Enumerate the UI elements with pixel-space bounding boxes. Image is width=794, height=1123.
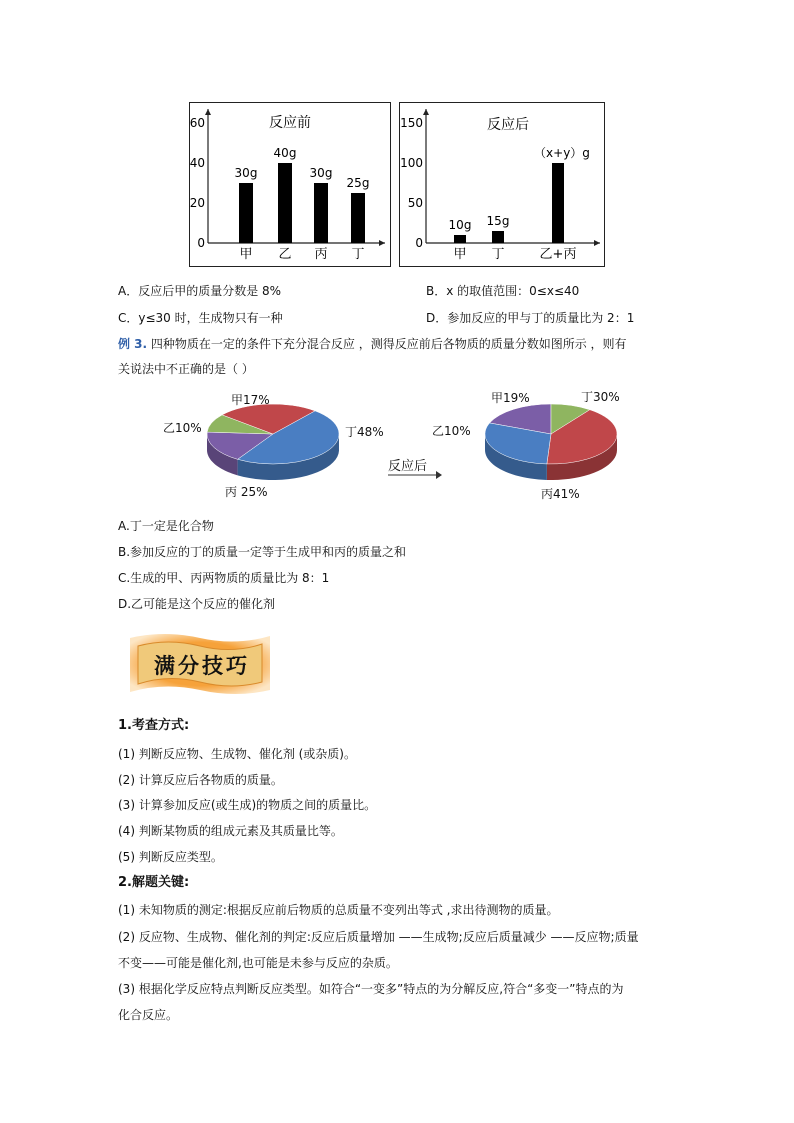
- example3-line1: [118, 336, 627, 352]
- section2-item-2-cont: 不变——可能是催化剂,也可能是未参与反应的杂质。: [118, 956, 398, 970]
- bar: [278, 163, 292, 243]
- example3-line2: 关说法中不正确的是（ ）: [118, 362, 254, 376]
- bar-chart-after: [399, 102, 605, 267]
- data-label: 10g: [448, 218, 472, 232]
- bar-chart-after-svg: [400, 103, 604, 266]
- data-label: （x+y）g: [534, 146, 590, 160]
- example3-text1: 四种物质在一定的条件下充分混合反应 ，测得反应前后各物质的质量分数如图所示 ，则有: [147, 337, 627, 351]
- arrow-right-icon: [386, 470, 442, 480]
- pie-chart-after: [483, 398, 633, 488]
- x-axis-arrow: [594, 240, 600, 246]
- option-b-1: B．x 的取值范围：0≤x≤40: [426, 284, 580, 298]
- pie-after-label-jia: 甲19%: [491, 391, 530, 405]
- tips-banner: [124, 630, 276, 698]
- section2-item-3-cont: 化合反应。: [118, 1008, 179, 1022]
- option-c-1: C．y≤30 时，生成物只有一种: [118, 311, 283, 325]
- x-axis-arrow: [379, 240, 385, 246]
- option-c-2: C.生成的甲、丙两物质的质量比为 8：1: [118, 571, 330, 585]
- option-a-1: A．反应后甲的质量分数是 8%: [118, 284, 282, 298]
- section2-item-3: (3) 根据化学反应特点判断反应类型。如符合“一变多”特点的为分解反应,符合“多变一”特点的为: [118, 982, 624, 996]
- section1-item-4: (4) 判断某物质的组成元素及其质量比等。: [118, 824, 343, 838]
- y-tick-label: 40: [190, 156, 205, 170]
- data-label: 25g: [346, 176, 370, 190]
- x-tick-label: 丁: [351, 247, 365, 262]
- y-tick-label: 50: [407, 196, 423, 210]
- option-d-1: D．参加反应的甲与丁的质量比为 2：1: [426, 311, 635, 325]
- x-tick-label: 甲: [453, 247, 467, 262]
- pie-after-label-ding: 丁30%: [581, 390, 620, 404]
- option-d-2: D.乙可能是这个反应的催化剂: [118, 597, 276, 611]
- y-tick-label: 0: [197, 236, 205, 250]
- section1-item-2: (2) 计算反应后各物质的质量。: [118, 773, 283, 787]
- banner-title: 满分技巧: [154, 654, 250, 678]
- x-tick-label: 丙: [314, 247, 328, 262]
- chart-title: 反应后: [487, 117, 529, 133]
- x-tick-label: 丁: [491, 247, 505, 262]
- section2-title: 2.解题关键:: [118, 875, 190, 890]
- y-tick-label: 0: [415, 236, 423, 250]
- bar: [351, 193, 365, 243]
- y-tick-label: 150: [400, 116, 423, 130]
- bar: [552, 163, 564, 243]
- example3-label: 例 3.: [118, 337, 148, 351]
- section2-item-1: (1) 未知物质的测定:根据反应前后物质的总质量不变列出等式 ,求出待测物的质量。: [118, 903, 559, 917]
- section1-title: 1.考查方式:: [118, 718, 190, 733]
- data-label: 15g: [486, 214, 510, 228]
- pie-before-label-ding: 丁48%: [345, 425, 384, 439]
- bar: [454, 235, 466, 243]
- y-tick-label: 20: [190, 196, 205, 210]
- section1-item-1: (1) 判断反应物、生成物、催化剂 (或杂质)。: [118, 747, 356, 761]
- data-label: 40g: [273, 146, 297, 160]
- section1-item-3: (3) 计算参加反应(或生成)的物质之间的质量比。: [118, 798, 377, 812]
- data-label: 30g: [234, 166, 258, 180]
- pie-before-label-jia: 甲17%: [231, 393, 270, 407]
- x-tick-label: 甲: [239, 247, 253, 262]
- x-tick-label: 乙+丙: [539, 247, 577, 262]
- bar: [492, 231, 504, 243]
- option-b-2: B.参加反应的丁的质量一定等于生成甲和丙的质量之和: [118, 545, 407, 559]
- data-label: 30g: [309, 166, 333, 180]
- bar: [239, 183, 253, 243]
- arrow-label: 反应后: [388, 459, 428, 474]
- chart-title: 反应前: [269, 115, 311, 131]
- section2-item-2: (2) 反应物、生成物、催化剂的判定:反应后质量增加 ——生成物;反应后质量减少 ——反应物;质量: [118, 930, 639, 944]
- section1-item-5: (5) 判断反应类型。: [118, 850, 223, 864]
- y-axis-arrow: [205, 109, 211, 115]
- pie-after-label-yi: 乙10%: [432, 424, 471, 438]
- y-axis-arrow: [423, 109, 429, 115]
- bar-chart-before-svg: [190, 103, 390, 266]
- y-tick-label: 100: [400, 156, 423, 170]
- y-tick-label: 60: [190, 116, 205, 130]
- option-a-2: A.丁一定是化合物: [118, 519, 214, 533]
- bar: [314, 183, 328, 243]
- pie-before-label-bing: 丙 25%: [225, 485, 268, 499]
- pie-chart-before: [205, 398, 355, 488]
- pie-after-label-bing: 丙41%: [541, 487, 580, 501]
- x-tick-label: 乙: [278, 247, 292, 262]
- pie-before-label-yi: 乙10%: [163, 421, 202, 435]
- bar-chart-before: [189, 102, 391, 267]
